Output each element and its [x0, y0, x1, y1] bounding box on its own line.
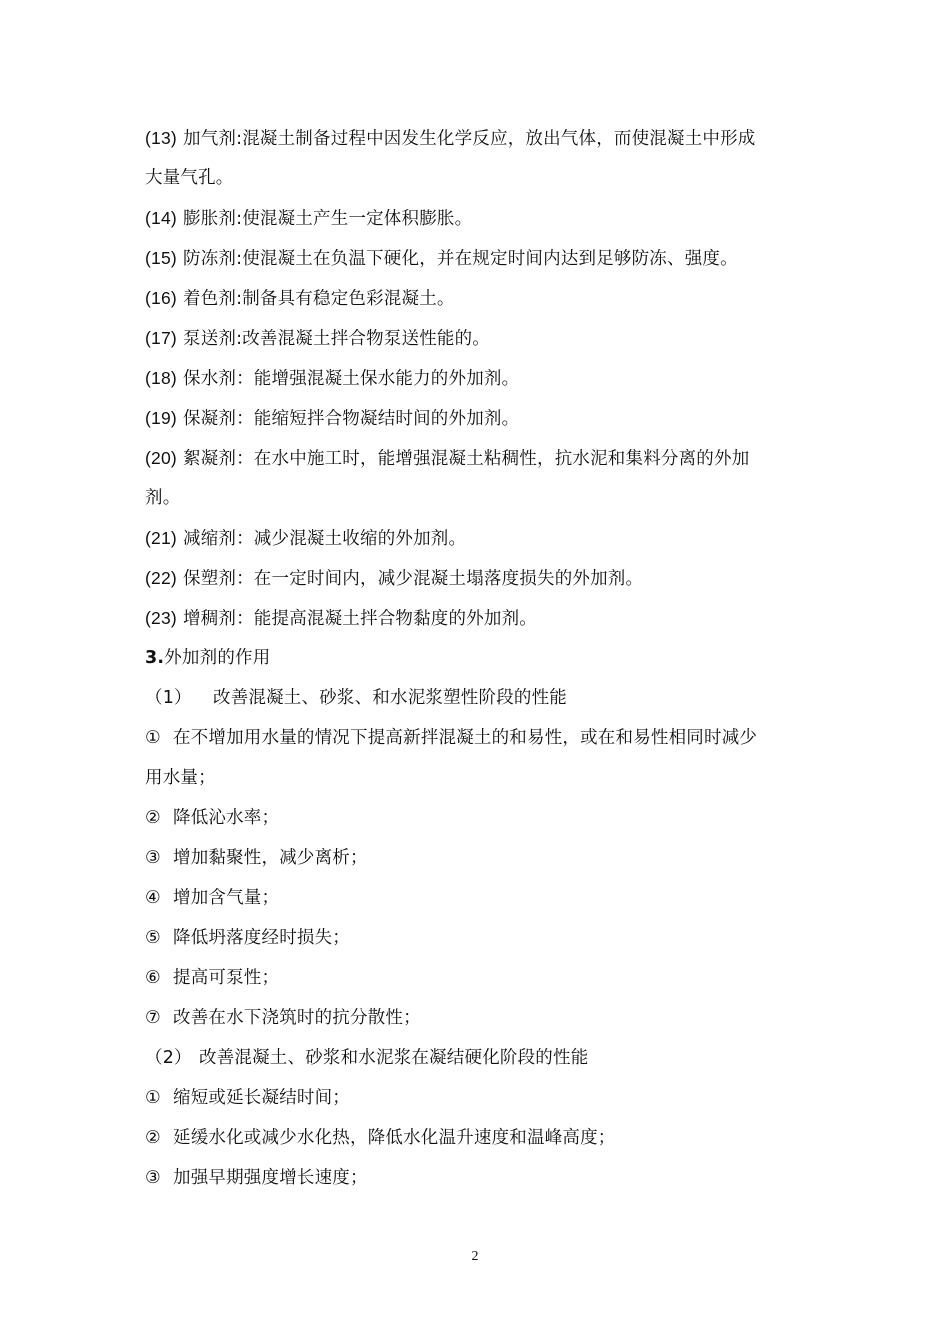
list-item — [145, 966, 825, 990]
item-number: (21) — [145, 528, 177, 548]
subsection-title: 改善混凝土、砂浆、和水泥浆塑性阶段的性能 — [213, 688, 567, 708]
list-item — [145, 1006, 825, 1030]
list-item — [145, 926, 825, 950]
item-number: (16) — [145, 288, 177, 308]
item-text: 增加含气量； — [173, 888, 280, 908]
list-item — [145, 366, 825, 391]
item-text: 加气剂:混凝土制备过程中因发生化学反应，放出气体，而使混凝土中形成 — [183, 129, 756, 149]
section-title: 外加剂的作用 — [164, 648, 271, 668]
item-text: 防冻剂:使混凝土在负温下硬化，并在规定时间内达到足够防冻、强度。 — [183, 249, 738, 269]
item-text: 保水剂：能增强混凝土保水能力的外加剂。 — [183, 369, 520, 389]
list-item — [145, 846, 825, 870]
list-item — [145, 1086, 825, 1110]
list-item-continuation — [145, 766, 825, 790]
item-text: 保凝剂：能缩短拌合物凝结时间的外加剂。 — [183, 409, 520, 429]
item-marker: ② — [145, 808, 161, 828]
subsection-heading — [145, 1046, 825, 1070]
item-marker: ③ — [145, 1168, 161, 1188]
list-item — [145, 606, 825, 631]
subsection-heading — [145, 686, 825, 710]
item-number: (18) — [145, 368, 177, 388]
subsection-title: 改善混凝土、砂浆和水泥浆在凝结硬化阶段的性能 — [199, 1048, 589, 1068]
item-text: 减缩剂：减少混凝土收缩的外加剂。 — [183, 529, 467, 549]
list-item — [145, 526, 825, 551]
section-number: 3. — [145, 648, 165, 668]
list-item-continuation — [145, 166, 825, 190]
item-marker: ⑥ — [145, 968, 161, 988]
item-text: 絮凝剂：在水中施工时，能增强混凝土粘稠性，抗水泥和集料分离的外加 — [183, 449, 750, 469]
item-number: (22) — [145, 568, 177, 588]
item-text: 加强早期强度增长速度； — [173, 1168, 368, 1188]
list-item-continuation — [145, 486, 825, 510]
item-marker: ② — [145, 1128, 161, 1148]
list-item — [145, 886, 825, 910]
item-number: (20) — [145, 448, 177, 468]
item-number: (19) — [145, 408, 177, 428]
list-item — [145, 446, 825, 471]
item-number: (13) — [145, 128, 177, 148]
item-number: (23) — [145, 608, 177, 628]
item-text: 缩短或延长凝结时间； — [173, 1088, 350, 1108]
subsection-number: （1） — [145, 688, 192, 708]
item-text: 提高可泵性； — [173, 968, 280, 988]
item-marker: ① — [145, 1088, 161, 1108]
item-marker: ① — [145, 728, 161, 748]
item-text: 剂。 — [145, 488, 181, 508]
item-marker: ⑦ — [145, 1008, 161, 1028]
subsection-number: （2） — [145, 1048, 192, 1068]
item-marker: ⑤ — [145, 928, 161, 948]
list-item — [145, 806, 825, 830]
list-item — [145, 206, 825, 231]
item-text: 在不增加用水量的情况下提高新拌混凝土的和易性，或在和易性相同时减少 — [173, 728, 758, 748]
list-item — [145, 246, 825, 271]
list-item — [145, 286, 825, 311]
item-text: 增稠剂：能提高混凝土拌合物黏度的外加剂。 — [183, 609, 537, 629]
list-item — [145, 1166, 825, 1190]
item-text: 延缓水化或减少水化热，降低水化温升速度和温峰高度； — [173, 1128, 616, 1148]
item-text: 着色剂:制备具有稳定色彩混凝土。 — [183, 289, 455, 309]
item-number: (17) — [145, 328, 177, 348]
item-text: 泵送剂:改善混凝土拌合物泵送性能的。 — [183, 329, 490, 349]
list-item — [145, 326, 825, 351]
item-text: 用水量； — [145, 768, 216, 788]
item-number: (15) — [145, 248, 177, 268]
section-heading — [145, 646, 825, 670]
list-item — [145, 726, 825, 750]
list-item — [145, 406, 825, 431]
item-number: (14) — [145, 208, 177, 228]
list-item — [145, 126, 825, 151]
item-text: 大量气孔。 — [145, 168, 234, 188]
item-text: 膨胀剂:使混凝土产生一定体积膨胀。 — [183, 209, 473, 229]
item-text: 增加黏聚性，减少离析； — [173, 848, 368, 868]
list-item — [145, 566, 825, 591]
item-text: 保塑剂：在一定时间内，减少混凝土塌落度损失的外加剂。 — [183, 569, 644, 589]
item-text: 改善在水下浇筑时的抗分散性； — [173, 1008, 421, 1028]
item-marker: ④ — [145, 888, 161, 908]
item-marker: ③ — [145, 848, 161, 868]
item-text: 降低坍落度经时损失； — [173, 928, 350, 948]
page-number: 2 — [471, 1249, 479, 1264]
item-text: 降低沁水率； — [173, 808, 280, 828]
list-item — [145, 1126, 825, 1150]
